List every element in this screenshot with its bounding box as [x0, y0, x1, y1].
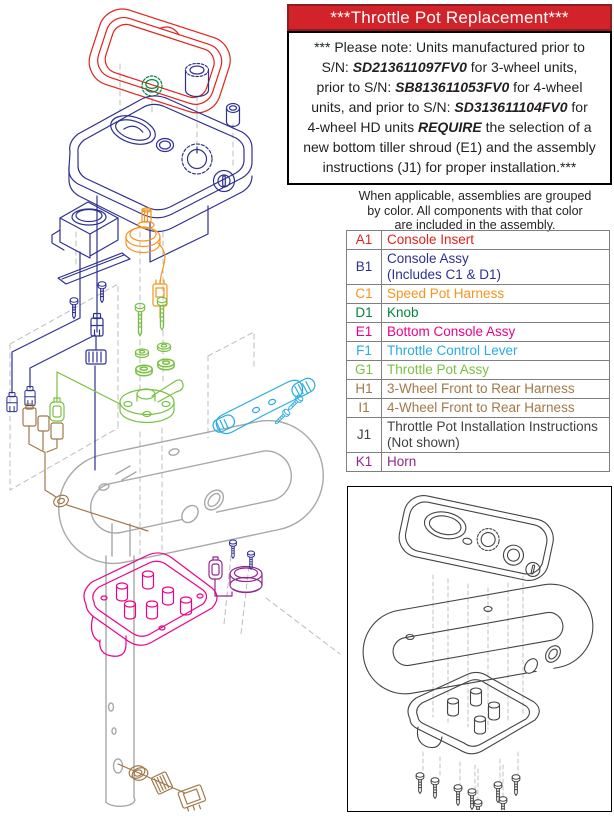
legend-table-wrap [346, 230, 610, 472]
legend-row [347, 380, 610, 399]
part-label: Console Insert [382, 231, 610, 250]
note-line: S/N: SD213611097FV0 for 3-wheel units, [321, 59, 578, 75]
speed-pot-harness-C1 [126, 208, 167, 318]
legend-row [347, 453, 610, 472]
part-id: I1 [347, 399, 382, 418]
part-id: G1 [347, 361, 382, 380]
part-label: 3-Wheel Front to Rear Harness [382, 380, 610, 399]
part-label: Speed Pot Harness [382, 285, 610, 304]
note-line: 4-wheel HD units REQUIRE the selection of a [307, 119, 592, 135]
legend-row [347, 323, 610, 342]
inset-box [347, 486, 612, 812]
note-line: units, and prior to S/N: SD313611104FV0 for [311, 99, 588, 115]
bottom-console-assy-E1 [84, 553, 217, 656]
part-id: B1 [347, 250, 382, 285]
legend-row [347, 231, 610, 250]
note-box [287, 31, 612, 185]
inset-console [395, 492, 557, 584]
tiller-handlebar [48, 410, 333, 573]
part-id: F1 [347, 342, 382, 361]
part-id: C1 [347, 285, 382, 304]
note-line: *** Please note: Units manufactured prior to [314, 39, 585, 55]
legend-table-body [347, 231, 610, 472]
legend-table [346, 230, 610, 472]
header-box [287, 4, 612, 31]
horn-K1 [209, 557, 262, 596]
legend-row [347, 285, 610, 304]
part-id: E1 [347, 323, 382, 342]
throttle-control-lever-F1 [211, 376, 317, 434]
part-label: Console Assy (Includes C1 & D1) [382, 250, 610, 285]
note-line: prior to S/N: SB813611053FV0 for 4-wheel [316, 79, 583, 95]
horn-mounting-screws [230, 540, 255, 569]
part-id: J1 [347, 418, 382, 453]
part-id: H1 [347, 380, 382, 399]
part-id: K1 [347, 453, 382, 472]
inset-bottom-shroud [408, 672, 539, 753]
legend-caption-line: by color. All components with that color [367, 203, 583, 218]
part-label: Knob [382, 304, 610, 323]
note-line: new bottom tiller shroud (E1) and the assembly [303, 139, 596, 155]
legend-row [347, 418, 610, 453]
legend-row [347, 399, 610, 418]
part-label: Throttle Pot Assy [382, 361, 610, 380]
legend-caption [333, 189, 614, 233]
part-label: Throttle Control Lever [382, 342, 610, 361]
inset-handlebar [356, 577, 599, 700]
tiller-tube [106, 524, 135, 806]
part-label: Throttle Pot Installation Instructions (Not shown) [382, 418, 610, 453]
part-id: A1 [347, 231, 382, 250]
legend-row [347, 250, 610, 285]
part-label: Bottom Console Assy [382, 323, 610, 342]
page-title: ***Throttle Pot Replacement*** [330, 7, 569, 27]
console-assy-B1 [7, 64, 252, 471]
legend-row [347, 342, 610, 361]
inset-assembly-drawing [348, 487, 610, 810]
part-id: D1 [347, 304, 382, 323]
legend-row [347, 304, 610, 323]
console-insert-A1 [83, 3, 236, 119]
legend-caption-line: When applicable, assemblies are grouped [358, 189, 592, 203]
legend-caption-line: are included in the assembly. [394, 218, 556, 232]
part-label: Horn [382, 453, 610, 472]
knob-D1 [142, 76, 162, 96]
note-line: instructions (J1) for proper installation.*** [322, 159, 577, 175]
part-label: 4-Wheel Front to Rear Harness [382, 399, 610, 418]
throttle-pot-assy-G1 [50, 297, 183, 422]
legend-row [347, 361, 610, 380]
inset-screws [416, 773, 520, 810]
